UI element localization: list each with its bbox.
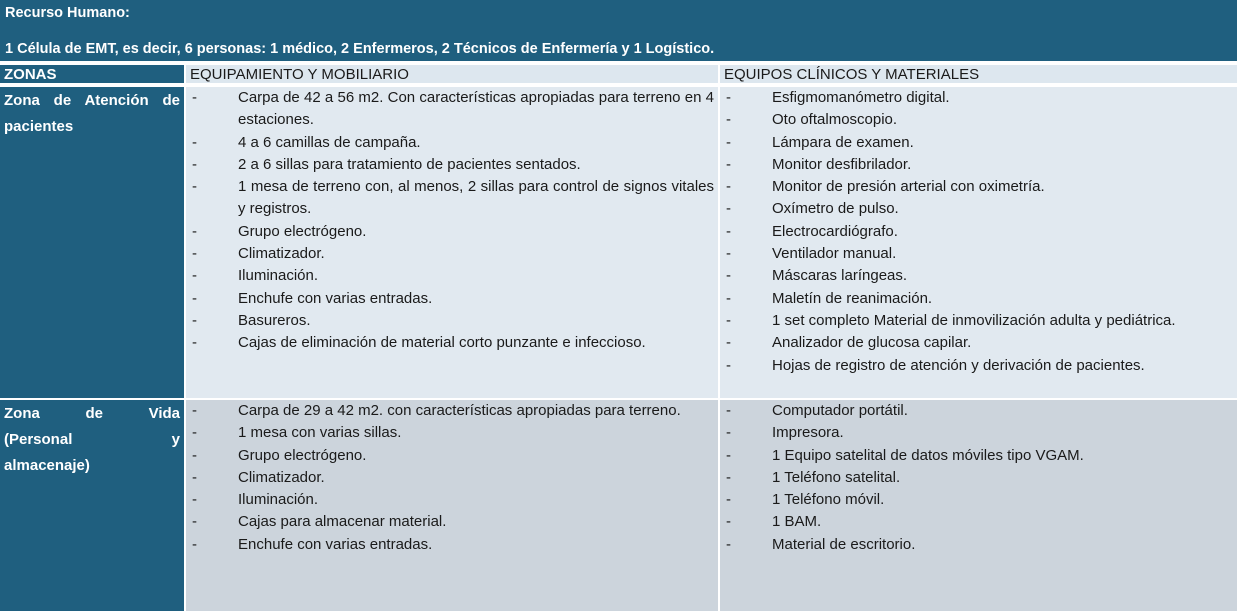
list-item: - Electrocardiógrafo. (720, 221, 1237, 243)
list-item: - Monitor desfibrilador. (720, 154, 1237, 176)
list-item: - Oto oftalmoscopio. (720, 109, 1237, 131)
list-item: - Iluminación. (186, 265, 718, 287)
zone-name-line: almacenaje) (4, 457, 90, 474)
list-item: - Maletín de reanimación. (720, 288, 1237, 310)
list-item: - 1 Equipo satelital de datos móviles tipo VGAM. (720, 445, 1237, 467)
list-item: - Cajas para almacenar material. (186, 511, 718, 533)
zone-name-line: Zona de Vida (4, 405, 180, 422)
list-item: - Analizador de glucosa capilar. (720, 332, 1237, 354)
zone-name-line: pacientes (4, 118, 74, 135)
equipamiento-list (186, 87, 718, 355)
list-item: - Esfigmomanómetro digital. (720, 87, 1237, 109)
list-item: - Basureros. (186, 310, 718, 332)
zone-name-line: (Personal y (4, 431, 180, 448)
list-item: - Material de escritorio. (720, 534, 1237, 556)
list-item: - Monitor de presión arterial con oximetría. (720, 176, 1237, 198)
list-item: - 1 BAM. (720, 511, 1237, 533)
list-item: - Cajas de eliminación de material corto punzante e infeccioso. (186, 332, 718, 354)
list-item: - 2 a 6 sillas para tratamiento de pacientes sentados. (186, 154, 718, 176)
list-item: - Computador portátil. (720, 400, 1237, 422)
zone-vida-equipamiento (186, 400, 718, 611)
list-item: - 1 Teléfono móvil. (720, 489, 1237, 511)
column-header-equipamiento: EQUIPAMIENTO Y MOBILIARIO (186, 65, 718, 85)
header-banner (0, 0, 1237, 61)
zone-name-vida (0, 400, 184, 611)
list-item: - Climatizador. (186, 467, 718, 489)
list-item: - 1 mesa de terreno con, al menos, 2 sillas para control de signos vitales y registros. (186, 176, 718, 221)
zone-atencion-equipamiento (186, 87, 718, 398)
zone-vida-equipos (720, 400, 1237, 611)
column-header-zonas: ZONAS (0, 65, 184, 85)
list-item: - 1 set completo Material de inmovilización adulta y pediátrica. (720, 310, 1237, 332)
zone-name-line: Zona de Atención de (4, 92, 180, 109)
zone-atencion-equipos (720, 87, 1237, 398)
list-item: - Impresora. (720, 422, 1237, 444)
list-item: - Grupo electrógeno. (186, 221, 718, 243)
list-item: - Climatizador. (186, 243, 718, 265)
equipos-list (720, 87, 1237, 377)
list-item: - 4 a 6 camillas de campaña. (186, 132, 718, 154)
list-item: - Oxímetro de pulso. (720, 198, 1237, 220)
list-item: - Máscaras laríngeas. (720, 265, 1237, 287)
list-item: - Carpa de 42 a 56 m2. Con características apropiadas para terreno en 4 estaciones. (186, 87, 718, 132)
list-item: - Ventilador manual. (720, 243, 1237, 265)
list-item: - 1 Teléfono satelital. (720, 467, 1237, 489)
list-item: - Hojas de registro de atención y derivación de pacientes. (720, 355, 1237, 377)
equipamiento-list (186, 400, 718, 556)
equipos-list (720, 400, 1237, 556)
column-header-equipos: EQUIPOS CLÍNICOS Y MATERIALES (720, 65, 1237, 85)
list-item: - Carpa de 29 a 42 m2. con características apropiadas para terreno. (186, 400, 718, 422)
list-item: - Lámpara de examen. (720, 132, 1237, 154)
header-subtitle: 1 Célula de EMT, es decir, 6 personas: 1 médico, 2 Enfermeros, 2 Técnicos de Enfermería y 1 Logístico. (5, 41, 715, 57)
list-item: - Enchufe con varias entradas. (186, 288, 718, 310)
list-item: - Enchufe con varias entradas. (186, 534, 718, 556)
header-title: Recurso Humano: (5, 5, 130, 21)
list-item: - 1 mesa con varias sillas. (186, 422, 718, 444)
list-item: - Iluminación. (186, 489, 718, 511)
list-item: - Grupo electrógeno. (186, 445, 718, 467)
zone-name-atencion (0, 87, 184, 398)
